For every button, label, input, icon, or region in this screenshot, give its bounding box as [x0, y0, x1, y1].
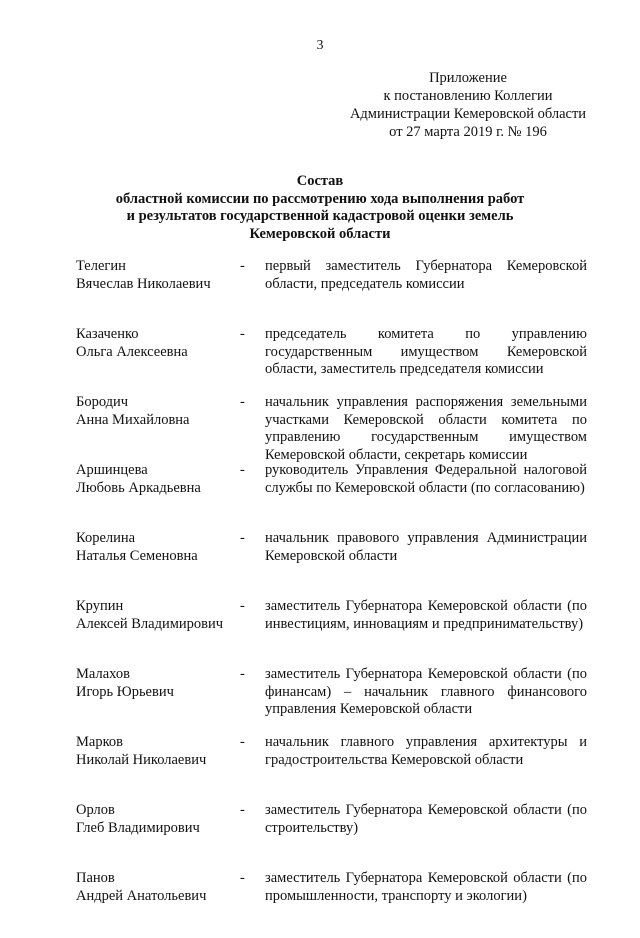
- member-dash: -: [240, 462, 245, 478]
- member-given-names: Николай Николаевич: [76, 751, 207, 768]
- member-role: заместитель Губернатора Кемеровской области (по строительству): [265, 802, 587, 836]
- member-dash: -: [240, 394, 245, 410]
- appendix-block: [343, 69, 593, 141]
- member-role: начальник главного управления архитектуры и градостроительства Кемеровской области: [265, 734, 587, 768]
- member-dash: -: [240, 598, 245, 614]
- member-role: заместитель Губернатора Кемеровской области (по финансам) – начальник главного финансового управления Кемеровской области: [265, 666, 587, 717]
- member-given-names: Андрей Анатольевич: [76, 887, 207, 904]
- member-dash: -: [240, 258, 245, 274]
- member-dash: -: [240, 870, 245, 886]
- member-name: [76, 326, 246, 361]
- title-line: Состав: [296, 173, 344, 189]
- member-row: [0, 530, 640, 598]
- member-role: заместитель Губернатора Кемеровской области (по инвестициям, инновациям и предпринимательству): [265, 598, 587, 632]
- appendix-line: Приложение: [429, 70, 507, 86]
- member-row: [0, 870, 640, 938]
- member-role: руководитель Управления Федеральной налоговой службы по Кемеровской области (по согласованию): [265, 462, 587, 496]
- title-line: областной комиссии по рассмотрению хода выполнения работ: [115, 190, 525, 207]
- member-row: [0, 258, 640, 326]
- member-given-names: Наталья Семеновна: [76, 547, 198, 564]
- member-name: [76, 870, 246, 905]
- appendix-line: Администрации Кемеровской области: [349, 106, 587, 122]
- member-surname: Панов: [76, 870, 115, 886]
- member-role: первый заместитель Губернатора Кемеровской области, председатель комиссии: [265, 258, 587, 292]
- member-role: начальник управления распоряжения земельными участками Кемеровской области комитета по управлению государственным имуществом Кемеровской области, секретарь комиссии: [265, 394, 587, 463]
- member-surname: Крупин: [76, 598, 124, 614]
- member-given-names: Игорь Юрьевич: [76, 683, 174, 700]
- member-surname: Телегин: [76, 258, 126, 274]
- title-line: и результатов государственной кадастровой оценки земель: [126, 208, 514, 224]
- appendix-line: к постановлению Коллегии: [383, 88, 553, 104]
- title-line: Кемеровской области: [249, 225, 391, 242]
- member-name: [76, 462, 246, 497]
- member-given-names: Глеб Владимирович: [76, 819, 200, 836]
- member-name: [76, 598, 246, 633]
- member-name: [76, 666, 246, 701]
- appendix-line: от 27 марта 2019 г. № 196: [389, 124, 547, 140]
- member-row: [0, 394, 640, 462]
- member-surname: Аршинцева: [76, 462, 148, 478]
- member-given-names: Анна Михайловна: [76, 411, 190, 428]
- member-row: [0, 598, 640, 666]
- member-given-names: Алексей Владимирович: [76, 615, 224, 632]
- member-row: [0, 802, 640, 870]
- member-surname: Корелина: [76, 530, 136, 546]
- member-name: [76, 802, 246, 837]
- member-surname: Орлов: [76, 802, 115, 818]
- member-given-names: Любовь Аркадьевна: [76, 479, 201, 496]
- member-dash: -: [240, 802, 245, 818]
- member-row: [0, 734, 640, 802]
- member-given-names: Ольга Алексеевна: [76, 343, 188, 360]
- member-role: председатель комитета по управлению государственным имуществом Кемеровской области, заместитель председателя комиссии: [265, 326, 587, 377]
- member-dash: -: [240, 734, 245, 750]
- member-surname: Казаченко: [76, 326, 139, 342]
- member-name: [76, 258, 246, 293]
- member-dash: -: [240, 530, 245, 546]
- commission-members-list: [0, 258, 640, 938]
- member-name: [76, 394, 246, 429]
- document-title: [60, 173, 580, 243]
- member-dash: -: [240, 666, 245, 682]
- member-name: [76, 530, 246, 565]
- member-row: [0, 666, 640, 734]
- page-number: 3: [316, 38, 324, 53]
- member-role: начальник правового управления Администрации Кемеровской области: [265, 530, 587, 564]
- member-dash: -: [240, 326, 245, 342]
- member-name: [76, 734, 246, 769]
- member-given-names: Вячеслав Николаевич: [76, 275, 211, 292]
- member-surname: Бородич: [76, 394, 129, 410]
- member-row: [0, 326, 640, 394]
- member-row: [0, 462, 640, 530]
- member-surname: Марков: [76, 734, 123, 750]
- member-role: заместитель Губернатора Кемеровской области (по промышленности, транспорту и экологии): [265, 870, 587, 904]
- member-surname: Малахов: [76, 666, 130, 682]
